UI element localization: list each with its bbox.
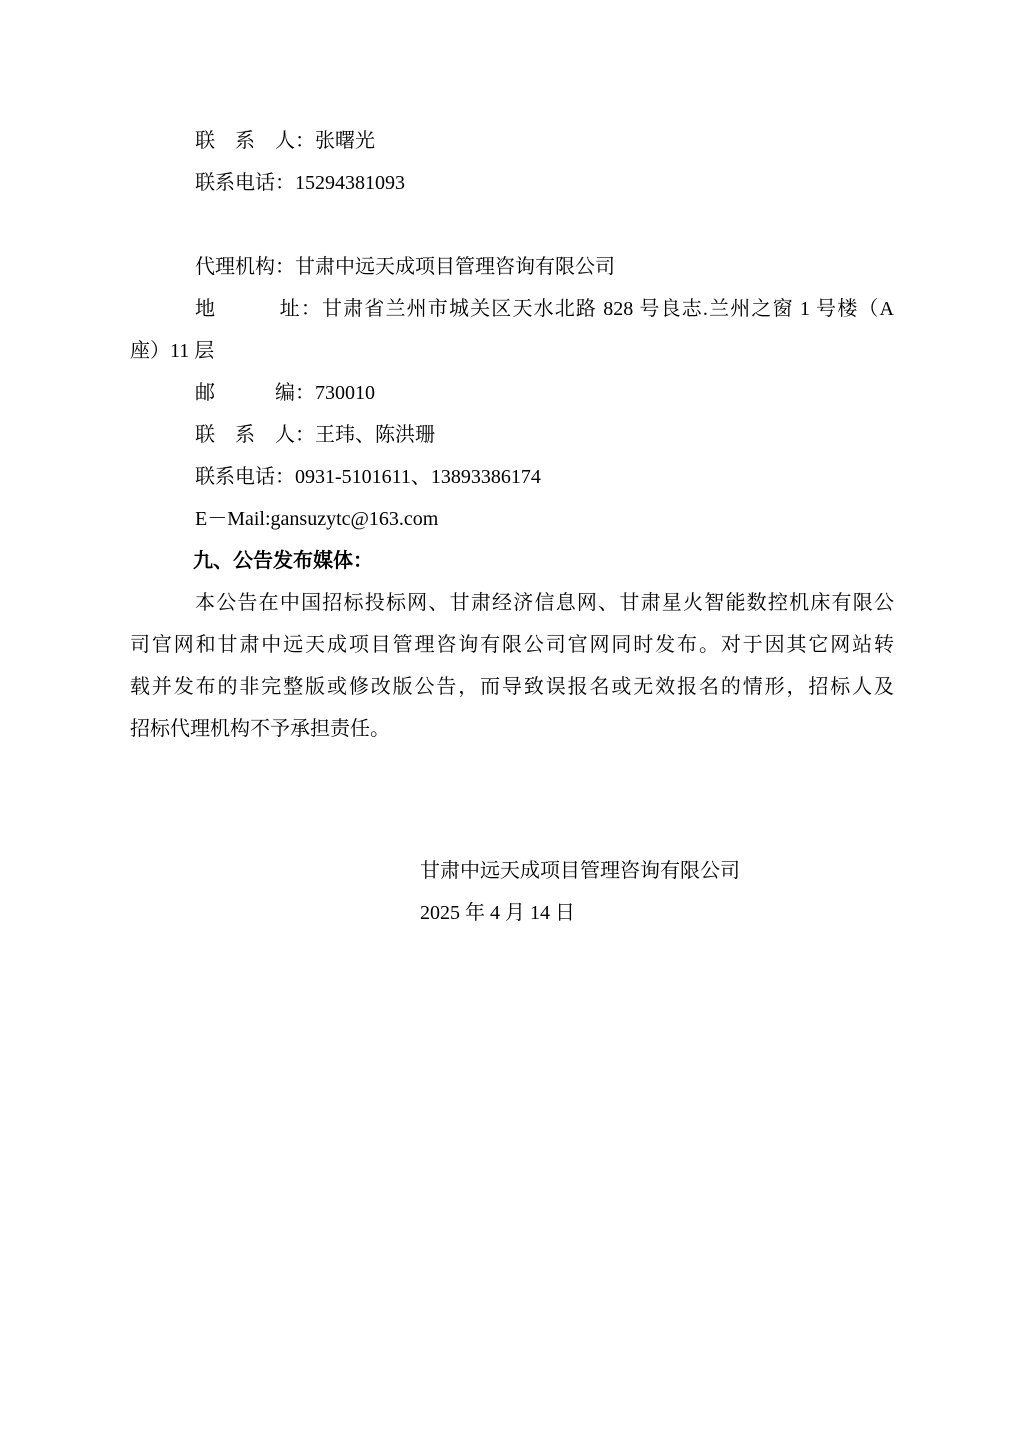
agency-address-line-1: 地 址：甘肃省兰州市城关区天水北路 828 号良志.兰州之窗 1 号楼（A bbox=[195, 298, 894, 320]
section-nine-heading: 九、公告发布媒体： bbox=[193, 550, 373, 572]
agency-name-line: 代理机构：甘肃中远天成项目管理咨询有限公司 bbox=[195, 256, 615, 278]
agency-contact-person-line: 联 系 人：王玮、陈洪珊 bbox=[195, 424, 435, 446]
agency-address-line-2: 座）11 层 bbox=[130, 340, 215, 362]
agency-email-line: E－Mail:gansuzytc@163.com bbox=[195, 508, 439, 530]
document-content bbox=[130, 120, 894, 934]
tenderer-contact-person-line: 联 系 人：张曙光 bbox=[195, 130, 375, 152]
blank-line bbox=[130, 204, 894, 246]
section-nine-paragraph-line: 本公告在中国招标投标网、甘肃经济信息网、甘肃星火智能数控机床有限公 bbox=[195, 592, 894, 614]
section-nine-paragraph-line: 司官网和甘肃中远天成项目管理咨询有限公司官网同时发布。对于因其它网站转 bbox=[130, 634, 894, 656]
tenderer-contact-phone-line: 联系电话：15294381093 bbox=[195, 172, 405, 194]
signature-block bbox=[420, 850, 740, 934]
signature-date: 2025 年 4 月 14 日 bbox=[420, 902, 575, 924]
agency-postcode-line: 邮 编：730010 bbox=[195, 382, 375, 404]
section-nine-paragraph-line: 招标代理机构不予承担责任。 bbox=[130, 718, 390, 740]
signature-company-name: 甘肃中远天成项目管理咨询有限公司 bbox=[420, 860, 740, 882]
section-nine-paragraph-line: 载并发布的非完整版或修改版公告，而导致误报名或无效报名的情形，招标人及 bbox=[130, 676, 894, 698]
agency-phone-line: 联系电话：0931-5101611、13893386174 bbox=[195, 466, 541, 488]
